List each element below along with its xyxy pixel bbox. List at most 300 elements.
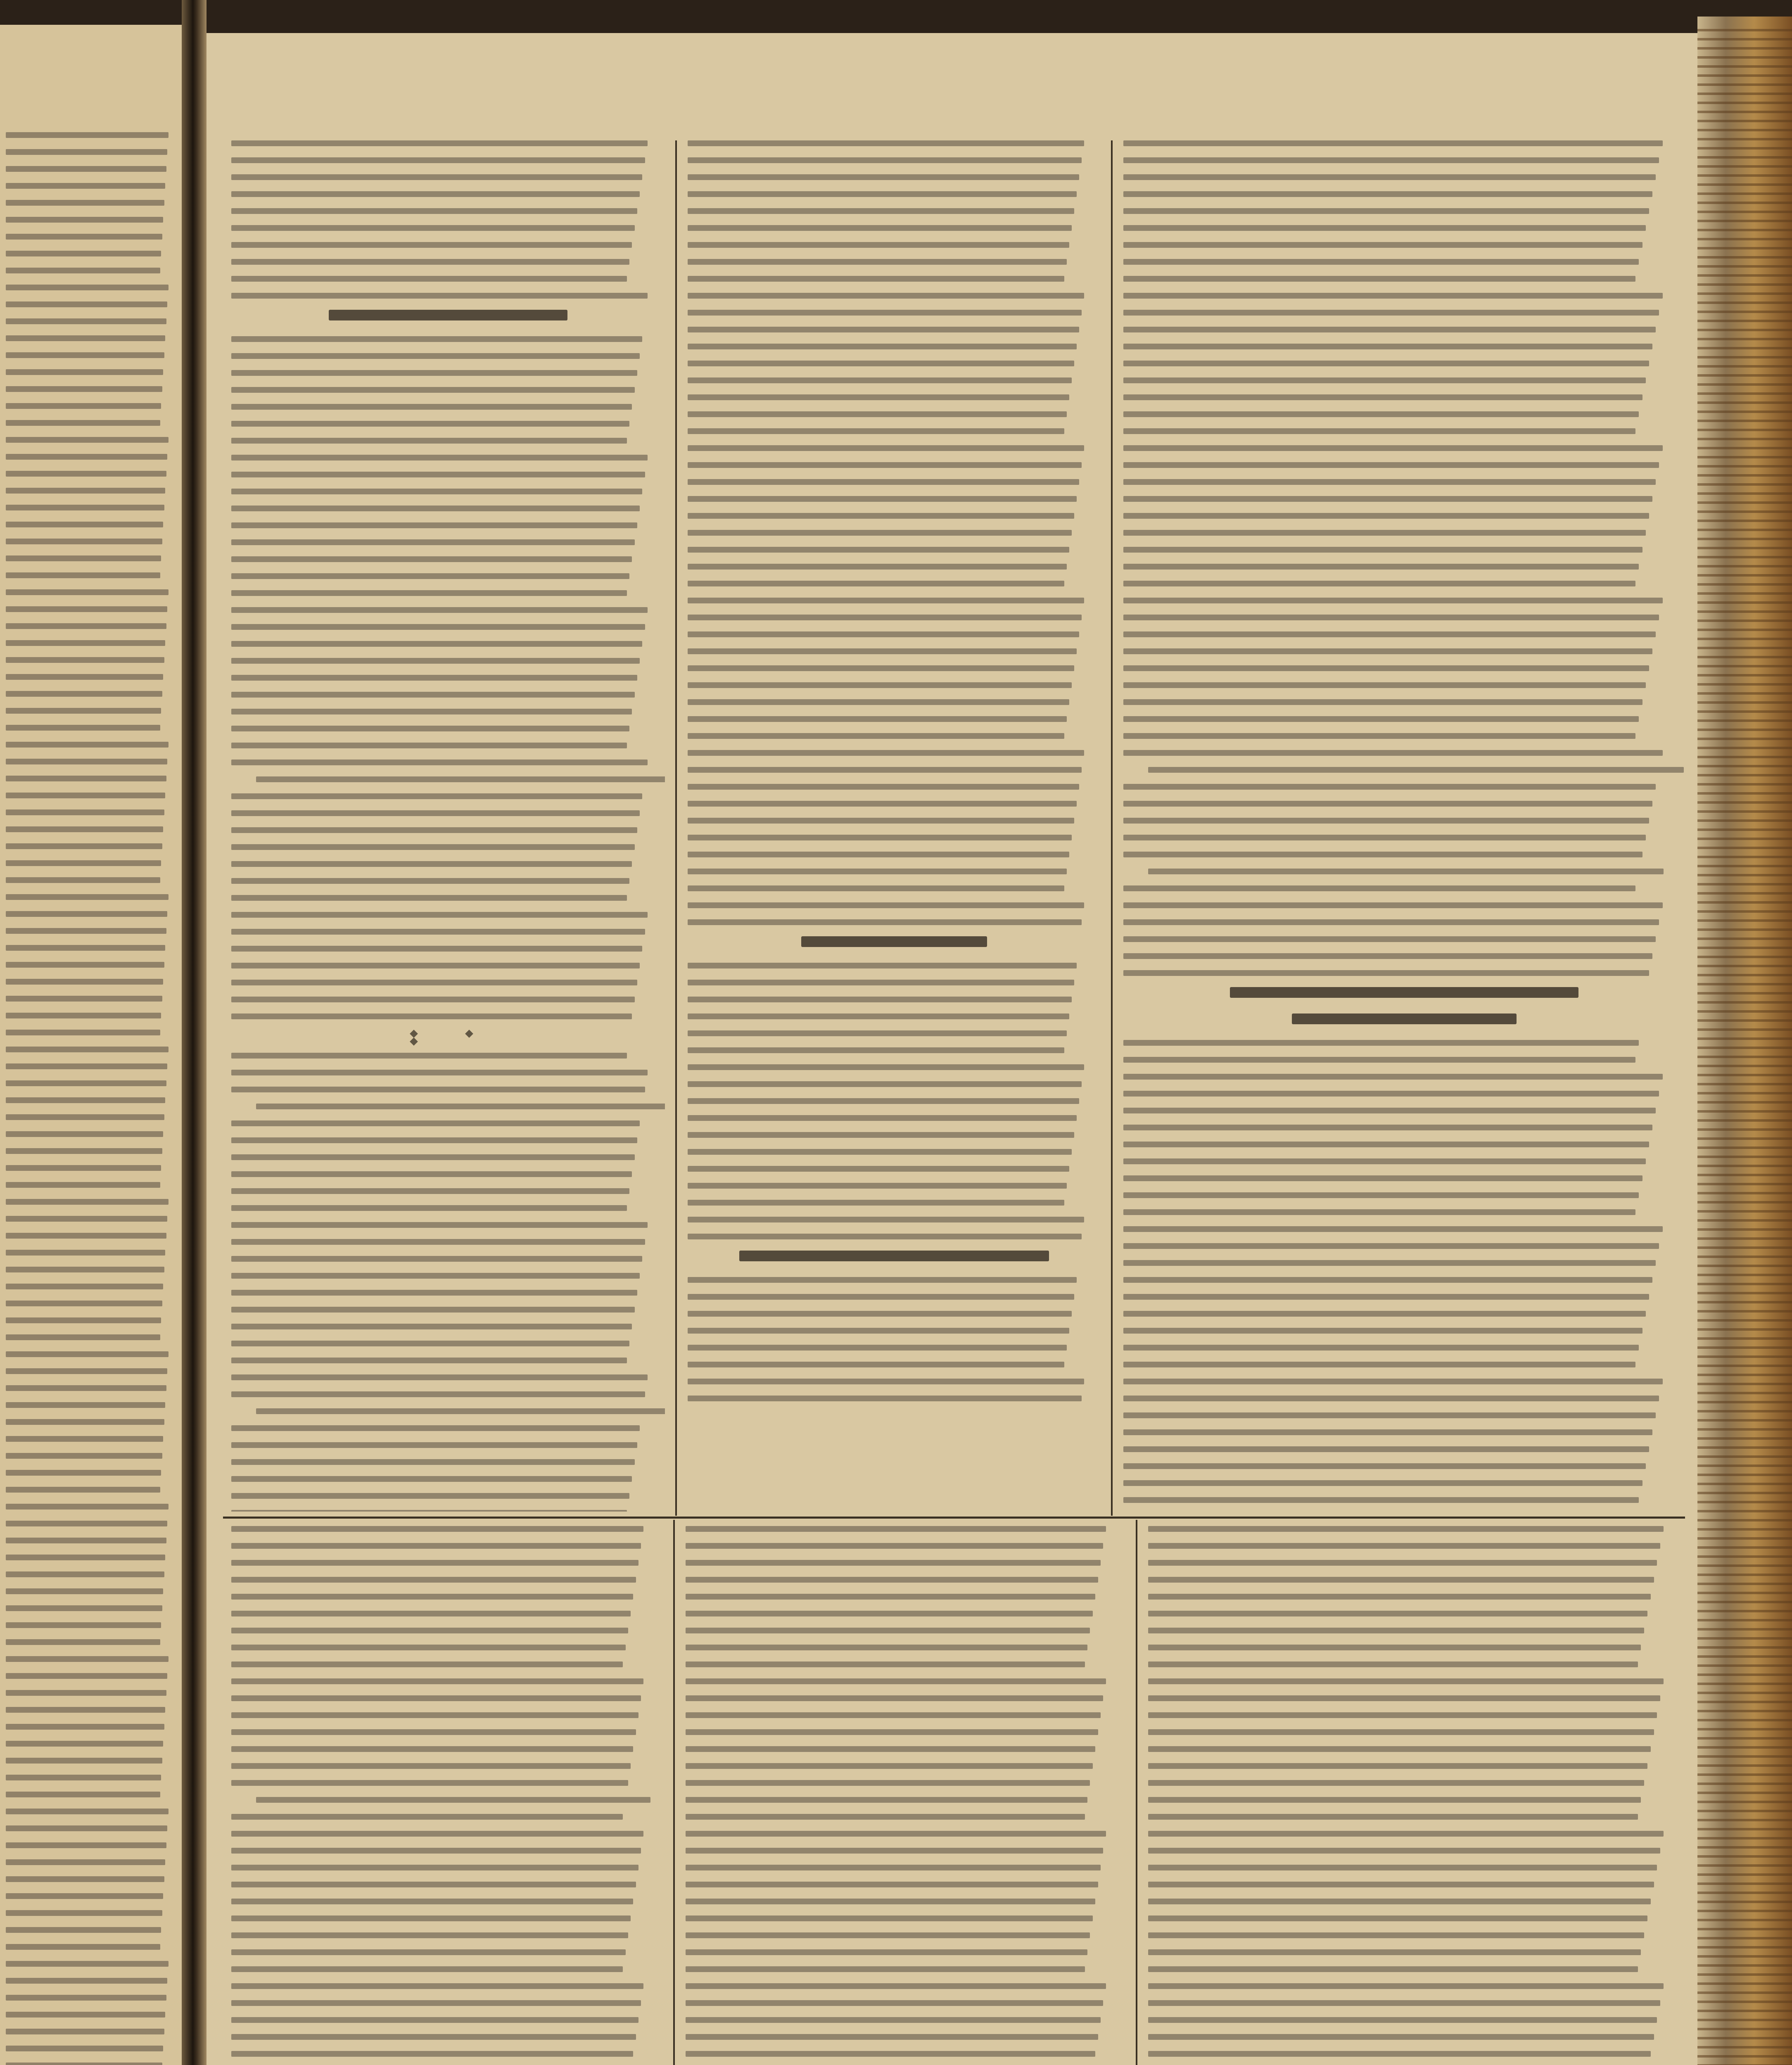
text-line-skeleton: [1123, 445, 1663, 451]
text-line-skeleton: [688, 1081, 1082, 1087]
text-line-skeleton: [231, 1120, 640, 1126]
text-line-skeleton: [231, 1712, 638, 1718]
page-edge-stripe: [1697, 656, 1792, 658]
page-edge-stripe: [1697, 220, 1792, 222]
page-edge-stripe: [1697, 774, 1792, 776]
page-edge-stripe: [1697, 111, 1792, 113]
text-line-skeleton: [1123, 1328, 1642, 1334]
text-line-skeleton: [6, 555, 161, 561]
page-edge-stripe: [1697, 438, 1792, 440]
text-line-skeleton: [1123, 1497, 1639, 1503]
text-line-skeleton: [1123, 1396, 1659, 1401]
text-line-skeleton: [6, 691, 162, 697]
text-line-skeleton: [231, 895, 627, 901]
text-line-skeleton: [231, 743, 627, 748]
page-edge-stripe: [1697, 1346, 1792, 1349]
page-edge-stripe: [1697, 965, 1792, 967]
text-line-skeleton: [686, 1983, 1106, 1989]
text-line-skeleton: [6, 928, 166, 934]
text-line-skeleton: [1123, 1463, 1646, 1469]
page-edge-stripe: [1697, 1401, 1792, 1403]
text-line-skeleton: [231, 1307, 635, 1313]
text-line-skeleton: [6, 1622, 161, 1628]
page-edge-stripe: [1697, 1737, 1792, 1740]
page-edge-stripe: [1697, 665, 1792, 667]
page-edge-stripe: [1697, 520, 1792, 522]
text-line-skeleton: [1123, 936, 1656, 942]
page-edge-stripe: [1697, 583, 1792, 586]
text-line-skeleton: [231, 607, 648, 613]
text-line-skeleton: [231, 370, 637, 376]
text-line-skeleton: [6, 962, 164, 968]
text-line-skeleton: [6, 183, 165, 189]
text-line-skeleton: [1148, 1949, 1641, 1955]
page-edge-stripe: [1697, 1455, 1792, 1458]
page-edge-stripe: [1697, 1383, 1792, 1385]
asterism-star: [465, 1030, 473, 1038]
text-line-skeleton: [688, 885, 1064, 891]
text-line-skeleton: [231, 590, 627, 596]
text-line-skeleton: [1123, 547, 1642, 553]
page-edge-stripe: [1697, 592, 1792, 595]
text-line-skeleton: [1148, 1712, 1657, 1718]
text-line-skeleton: [686, 1865, 1101, 1870]
page-edge-stripe: [1697, 347, 1792, 349]
text-line-skeleton: [6, 1165, 161, 1171]
text-line-skeleton: [6, 843, 162, 849]
text-line-skeleton: [686, 1746, 1095, 1752]
text-line-skeleton: [6, 640, 165, 646]
page-edge-stripe: [1697, 1228, 1792, 1231]
section-divider: [223, 1517, 1685, 1519]
page-edge-stripe: [1697, 919, 1792, 922]
text-line-skeleton: [6, 1741, 163, 1747]
text-line-skeleton: [6, 318, 166, 324]
text-line-skeleton: [6, 1233, 166, 1239]
text-line-skeleton: [1148, 1611, 1647, 1616]
page-edge-stripe: [1697, 1492, 1792, 1494]
text-line-skeleton: [6, 1910, 162, 1916]
page-edge-stripe: [1697, 329, 1792, 331]
text-line-skeleton: [231, 1442, 637, 1448]
page-edge-stripe: [1697, 692, 1792, 695]
text-line-skeleton: [6, 1588, 163, 1594]
page-edge-stripe: [1697, 365, 1792, 368]
text-line-skeleton: [1148, 1814, 1638, 1820]
page-edge-stripe: [1697, 865, 1792, 867]
text-line-skeleton: [231, 1932, 628, 1938]
text-line-skeleton: [6, 1368, 167, 1374]
text-line-skeleton: [688, 665, 1074, 671]
text-line-skeleton: [231, 1510, 627, 1512]
text-line-skeleton: [1123, 513, 1649, 519]
text-line-skeleton: [688, 225, 1072, 231]
page-edge-stripe: [1697, 129, 1792, 131]
page-edge-stripe: [1697, 1010, 1792, 1013]
news-column-1: [231, 140, 665, 1512]
text-line-skeleton: [231, 573, 629, 579]
text-line-skeleton: [6, 911, 167, 917]
text-line-skeleton: [1123, 1091, 1659, 1097]
text-line-skeleton: [231, 208, 637, 214]
text-line-skeleton: [1123, 479, 1656, 485]
page-edge-stripe: [1697, 1083, 1792, 1085]
page-edge-stripe: [1697, 719, 1792, 722]
page-edge-stripe: [1697, 1146, 1792, 1149]
text-line-skeleton: [688, 1396, 1082, 1401]
text-line-skeleton: [231, 1899, 633, 1904]
page-edge-stripe: [1697, 620, 1792, 622]
text-line-skeleton: [688, 1362, 1064, 1367]
text-line-skeleton: [688, 1030, 1067, 1036]
text-line-skeleton: [688, 1379, 1084, 1384]
page-edge-stripe: [1697, 629, 1792, 631]
text-line-skeleton: [231, 1746, 633, 1752]
text-line-skeleton: [231, 1053, 627, 1059]
text-line-skeleton: [6, 894, 169, 900]
text-line-skeleton: [686, 1695, 1103, 1701]
page-edge-stripe: [1697, 547, 1792, 549]
text-line-skeleton: [231, 1577, 636, 1583]
page-edge-stripe: [1697, 1001, 1792, 1004]
text-line-skeleton: [6, 1317, 161, 1323]
page-edge-stripe: [1697, 1746, 1792, 1749]
page-edge-stripe: [1697, 601, 1792, 604]
page-edge-stripe: [1697, 1991, 1792, 1994]
text-line-skeleton: [6, 657, 164, 663]
adjacent-page-fragment: [0, 25, 182, 2065]
column-rule: [673, 1520, 675, 2065]
text-line-skeleton: [231, 1966, 623, 1972]
text-line-skeleton: [688, 174, 1079, 180]
page-edge-stripe: [1697, 1274, 1792, 1276]
page-edge-stripe: [1697, 1928, 1792, 1930]
text-line-skeleton: [688, 479, 1079, 485]
text-line-skeleton: [1148, 1661, 1638, 1667]
page-edge-stripe: [1697, 156, 1792, 159]
text-line-skeleton: [231, 1526, 643, 1532]
page-edge-stripe: [1697, 301, 1792, 304]
text-line-skeleton: [231, 675, 637, 681]
text-line-skeleton: [1148, 1763, 1647, 1769]
column-rule: [675, 140, 677, 1516]
text-line-skeleton: [231, 539, 635, 545]
page-edge-stripe: [1697, 1210, 1792, 1213]
page-edge-stripe: [1697, 747, 1792, 749]
text-line-skeleton: [231, 506, 640, 511]
text-line-skeleton: [1148, 1543, 1660, 1549]
text-line-skeleton: [231, 1476, 632, 1482]
text-line-skeleton: [1148, 1780, 1644, 1786]
page-edge-stripe: [1697, 729, 1792, 731]
text-line-skeleton: [6, 1978, 167, 1984]
text-line-skeleton: [688, 1328, 1069, 1334]
page-edge-stripe: [1697, 1819, 1792, 1821]
text-line-skeleton: [231, 929, 645, 935]
newspaper-page: [206, 33, 1697, 2065]
page-edge-stripe: [1697, 256, 1792, 259]
page-edge-stripe: [1697, 1446, 1792, 1449]
text-line-skeleton: [1123, 1125, 1652, 1130]
text-line-skeleton: [231, 1543, 641, 1549]
text-line-skeleton: [231, 1171, 632, 1177]
page-edge-stripe: [1697, 401, 1792, 404]
paragraph-start-skeleton: [256, 1408, 665, 1414]
text-line-skeleton: [6, 403, 161, 409]
text-line-skeleton: [1148, 2051, 1651, 2057]
text-line-skeleton: [688, 750, 1084, 756]
text-line-skeleton: [231, 404, 632, 410]
text-line-skeleton: [688, 1149, 1072, 1155]
page-edge-stripe: [1697, 647, 1792, 649]
text-line-skeleton: [1123, 208, 1649, 214]
text-line-skeleton: [6, 1555, 165, 1560]
text-line-skeleton: [686, 1526, 1106, 1532]
page-edge-stripe: [1697, 1910, 1792, 1912]
text-line-skeleton: [6, 1758, 162, 1764]
page-edge-stripe: [1697, 974, 1792, 976]
text-line-skeleton: [6, 589, 169, 595]
text-line-skeleton: [231, 861, 632, 867]
text-line-skeleton: [6, 1927, 161, 1933]
text-line-skeleton: [1123, 1345, 1639, 1351]
text-line-skeleton: [688, 1132, 1074, 1138]
page-edge-stripe: [1697, 1292, 1792, 1294]
text-line-skeleton: [688, 1217, 1084, 1222]
page-edge-stripe: [1697, 247, 1792, 249]
text-line-skeleton: [231, 1459, 635, 1465]
text-line-skeleton: [1123, 174, 1656, 180]
page-edge-stripe: [1697, 1528, 1792, 1531]
serial-column-1: [231, 1526, 661, 2065]
text-line-skeleton: [6, 877, 160, 883]
text-line-skeleton: [6, 1876, 164, 1882]
text-line-skeleton: [231, 1425, 640, 1431]
text-line-skeleton: [6, 623, 166, 629]
text-line-skeleton: [688, 699, 1069, 705]
page-edge-stripe: [1697, 983, 1792, 985]
paragraph-start-skeleton: [256, 776, 665, 782]
text-line-skeleton: [6, 1351, 169, 1357]
text-line-skeleton: [231, 1865, 638, 1870]
page-edge-stripe: [1697, 1719, 1792, 1721]
page-edge-stripe: [1697, 283, 1792, 286]
text-line-skeleton: [688, 1098, 1079, 1104]
page-edge-stripe: [1697, 2046, 1792, 2048]
text-line-skeleton: [231, 472, 645, 477]
page-edge-stripe: [1697, 1846, 1792, 1849]
text-line-skeleton: [1123, 394, 1642, 400]
text-line-skeleton: [6, 217, 163, 223]
page-edge-stripe: [1697, 1201, 1792, 1203]
text-line-skeleton: [1148, 1594, 1651, 1600]
text-line-skeleton: [231, 2000, 641, 2006]
text-line-skeleton: [231, 1273, 640, 1279]
text-line-skeleton: [688, 140, 1084, 146]
text-line-skeleton: [1123, 1192, 1639, 1198]
page-edge-stripe: [1697, 1637, 1792, 1640]
page-edge-stripe: [1697, 1755, 1792, 1758]
text-line-skeleton: [231, 624, 645, 630]
text-line-skeleton: [688, 852, 1069, 857]
serial-column-3: [1148, 1526, 1685, 2065]
page-edge-stripe: [1697, 138, 1792, 140]
page-edge-stripe: [1697, 1419, 1792, 1422]
text-line-skeleton: [688, 598, 1084, 603]
page-edge-stripe: [1697, 938, 1792, 940]
text-line-skeleton: [1123, 327, 1656, 332]
page-edge-stripe: [1697, 447, 1792, 449]
column-rule: [1111, 140, 1113, 1516]
text-line-skeleton: [6, 1995, 166, 2001]
text-line-skeleton: [231, 336, 642, 342]
text-line-skeleton: [686, 2051, 1095, 2057]
text-line-skeleton: [231, 878, 629, 884]
text-line-skeleton: [231, 1374, 648, 1380]
page-edge-stripe: [1697, 311, 1792, 313]
page-edge-stripe: [1697, 1664, 1792, 1667]
text-line-skeleton: [6, 200, 164, 206]
page-edge-stripe: [1697, 1583, 1792, 1585]
text-line-skeleton: [688, 293, 1084, 299]
text-line-skeleton: [231, 2051, 633, 2057]
text-line-skeleton: [1148, 1577, 1654, 1583]
page-edge-stripe: [1697, 756, 1792, 758]
text-line-skeleton: [1123, 784, 1656, 790]
page-edge-stripe: [1697, 1810, 1792, 1812]
text-line-skeleton: [1123, 919, 1659, 925]
page-edge-stripe: [1697, 1265, 1792, 1267]
text-line-skeleton: [1123, 885, 1635, 891]
page-edge-stripe: [1697, 420, 1792, 422]
page-edge-stripe: [1697, 1192, 1792, 1194]
text-line-skeleton: [686, 1594, 1095, 1600]
text-line-skeleton: [6, 860, 161, 866]
text-line-skeleton: [231, 1391, 645, 1397]
section-heading-skeleton: [1292, 1014, 1517, 1024]
text-line-skeleton: [688, 394, 1069, 400]
page-edge-stripe: [1697, 1646, 1792, 1649]
text-line-skeleton: [688, 276, 1064, 282]
text-line-skeleton: [231, 980, 637, 985]
section-heading-skeleton: [801, 936, 987, 947]
text-line-skeleton: [6, 471, 166, 477]
text-line-skeleton: [1123, 1294, 1649, 1300]
text-line-skeleton: [686, 1831, 1106, 1837]
page-edge-stripe: [1697, 683, 1792, 686]
text-line-skeleton: [6, 1944, 160, 1950]
adjacent-page-text-column: [6, 132, 175, 2065]
text-line-skeleton: [6, 1267, 164, 1272]
page-edge-stripe: [1697, 1564, 1792, 1567]
text-line-skeleton: [6, 505, 164, 510]
text-line-skeleton: [6, 285, 169, 290]
text-line-skeleton: [688, 682, 1072, 688]
text-line-skeleton: [686, 1628, 1090, 1633]
text-line-skeleton: [231, 1341, 629, 1346]
page-edge-stripe: [1697, 1601, 1792, 1603]
text-line-skeleton: [231, 242, 632, 248]
text-line-skeleton: [231, 827, 637, 833]
text-line-skeleton: [231, 225, 635, 231]
text-line-skeleton: [1123, 344, 1652, 349]
page-edge-stripe: [1697, 2001, 1792, 2003]
page-edge-stripe: [1697, 1047, 1792, 1049]
text-line-skeleton: [1123, 564, 1639, 570]
text-line-skeleton: [1123, 225, 1646, 231]
text-line-skeleton: [1123, 259, 1639, 265]
page-edge-stripe: [1697, 701, 1792, 704]
text-line-skeleton: [231, 455, 648, 460]
text-line-skeleton: [6, 488, 165, 494]
page-edge-stripe: [1697, 1728, 1792, 1730]
text-line-skeleton: [1123, 818, 1649, 824]
text-line-skeleton: [1148, 1966, 1638, 1972]
text-line-skeleton: [231, 1222, 648, 1228]
page-edge-stripe: [1697, 710, 1792, 713]
page-edge-stripe: [1697, 338, 1792, 340]
text-line-skeleton: [6, 1301, 162, 1306]
page-edge-stripe: [1697, 1101, 1792, 1104]
text-line-skeleton: [6, 1961, 169, 1967]
text-line-skeleton: [6, 1521, 167, 1526]
page-edge-stripe: [1697, 1301, 1792, 1303]
text-line-skeleton: [6, 1080, 166, 1086]
text-line-skeleton: [688, 767, 1082, 773]
page-edge-stripe: [1697, 1837, 1792, 1840]
page-edge-stripe: [1697, 202, 1792, 204]
text-line-skeleton: [688, 377, 1072, 383]
text-line-skeleton: [686, 1797, 1087, 1803]
page-edge-stripe: [1697, 674, 1792, 676]
text-line-skeleton: [688, 445, 1084, 451]
page-edge-stripe: [1697, 501, 1792, 504]
page-edge-stripe: [1697, 928, 1792, 931]
text-line-skeleton: [686, 1577, 1098, 1583]
text-line-skeleton: [231, 191, 640, 197]
text-line-skeleton: [6, 1825, 167, 1831]
page-edge-stripe: [1697, 1873, 1792, 1876]
text-line-skeleton: [688, 997, 1072, 1002]
page-edge-stripe: [1697, 1165, 1792, 1167]
text-line-skeleton: [231, 259, 629, 265]
text-line-skeleton: [6, 793, 165, 798]
text-line-skeleton: [231, 489, 642, 494]
page-edge-stripe: [1697, 465, 1792, 468]
text-line-skeleton: [6, 1504, 169, 1510]
page-edge-stripe: [1697, 1892, 1792, 1894]
page-edge-stripe: [1697, 174, 1792, 177]
page-edge-stripe: [1697, 93, 1792, 95]
text-line-skeleton: [231, 997, 635, 1002]
text-line-skeleton: [6, 1013, 161, 1018]
text-line-skeleton: [6, 149, 167, 155]
text-line-skeleton: [231, 810, 640, 816]
text-line-skeleton: [6, 420, 160, 426]
page-edge-stripe: [1697, 429, 1792, 431]
page-edge-stripe: [1697, 1074, 1792, 1076]
page-edge-stripe: [1697, 1483, 1792, 1485]
page-edge-stripe: [1697, 1174, 1792, 1176]
text-line-skeleton: [6, 1639, 160, 1645]
text-line-skeleton: [6, 1487, 160, 1493]
text-line-skeleton: [688, 1200, 1064, 1206]
page-edge-stripe: [1697, 1246, 1792, 1249]
text-line-skeleton: [688, 462, 1082, 468]
page-edge-stripe: [1697, 847, 1792, 849]
text-line-skeleton: [1148, 1560, 1657, 1566]
page-edge-stripe: [1697, 1973, 1792, 1976]
